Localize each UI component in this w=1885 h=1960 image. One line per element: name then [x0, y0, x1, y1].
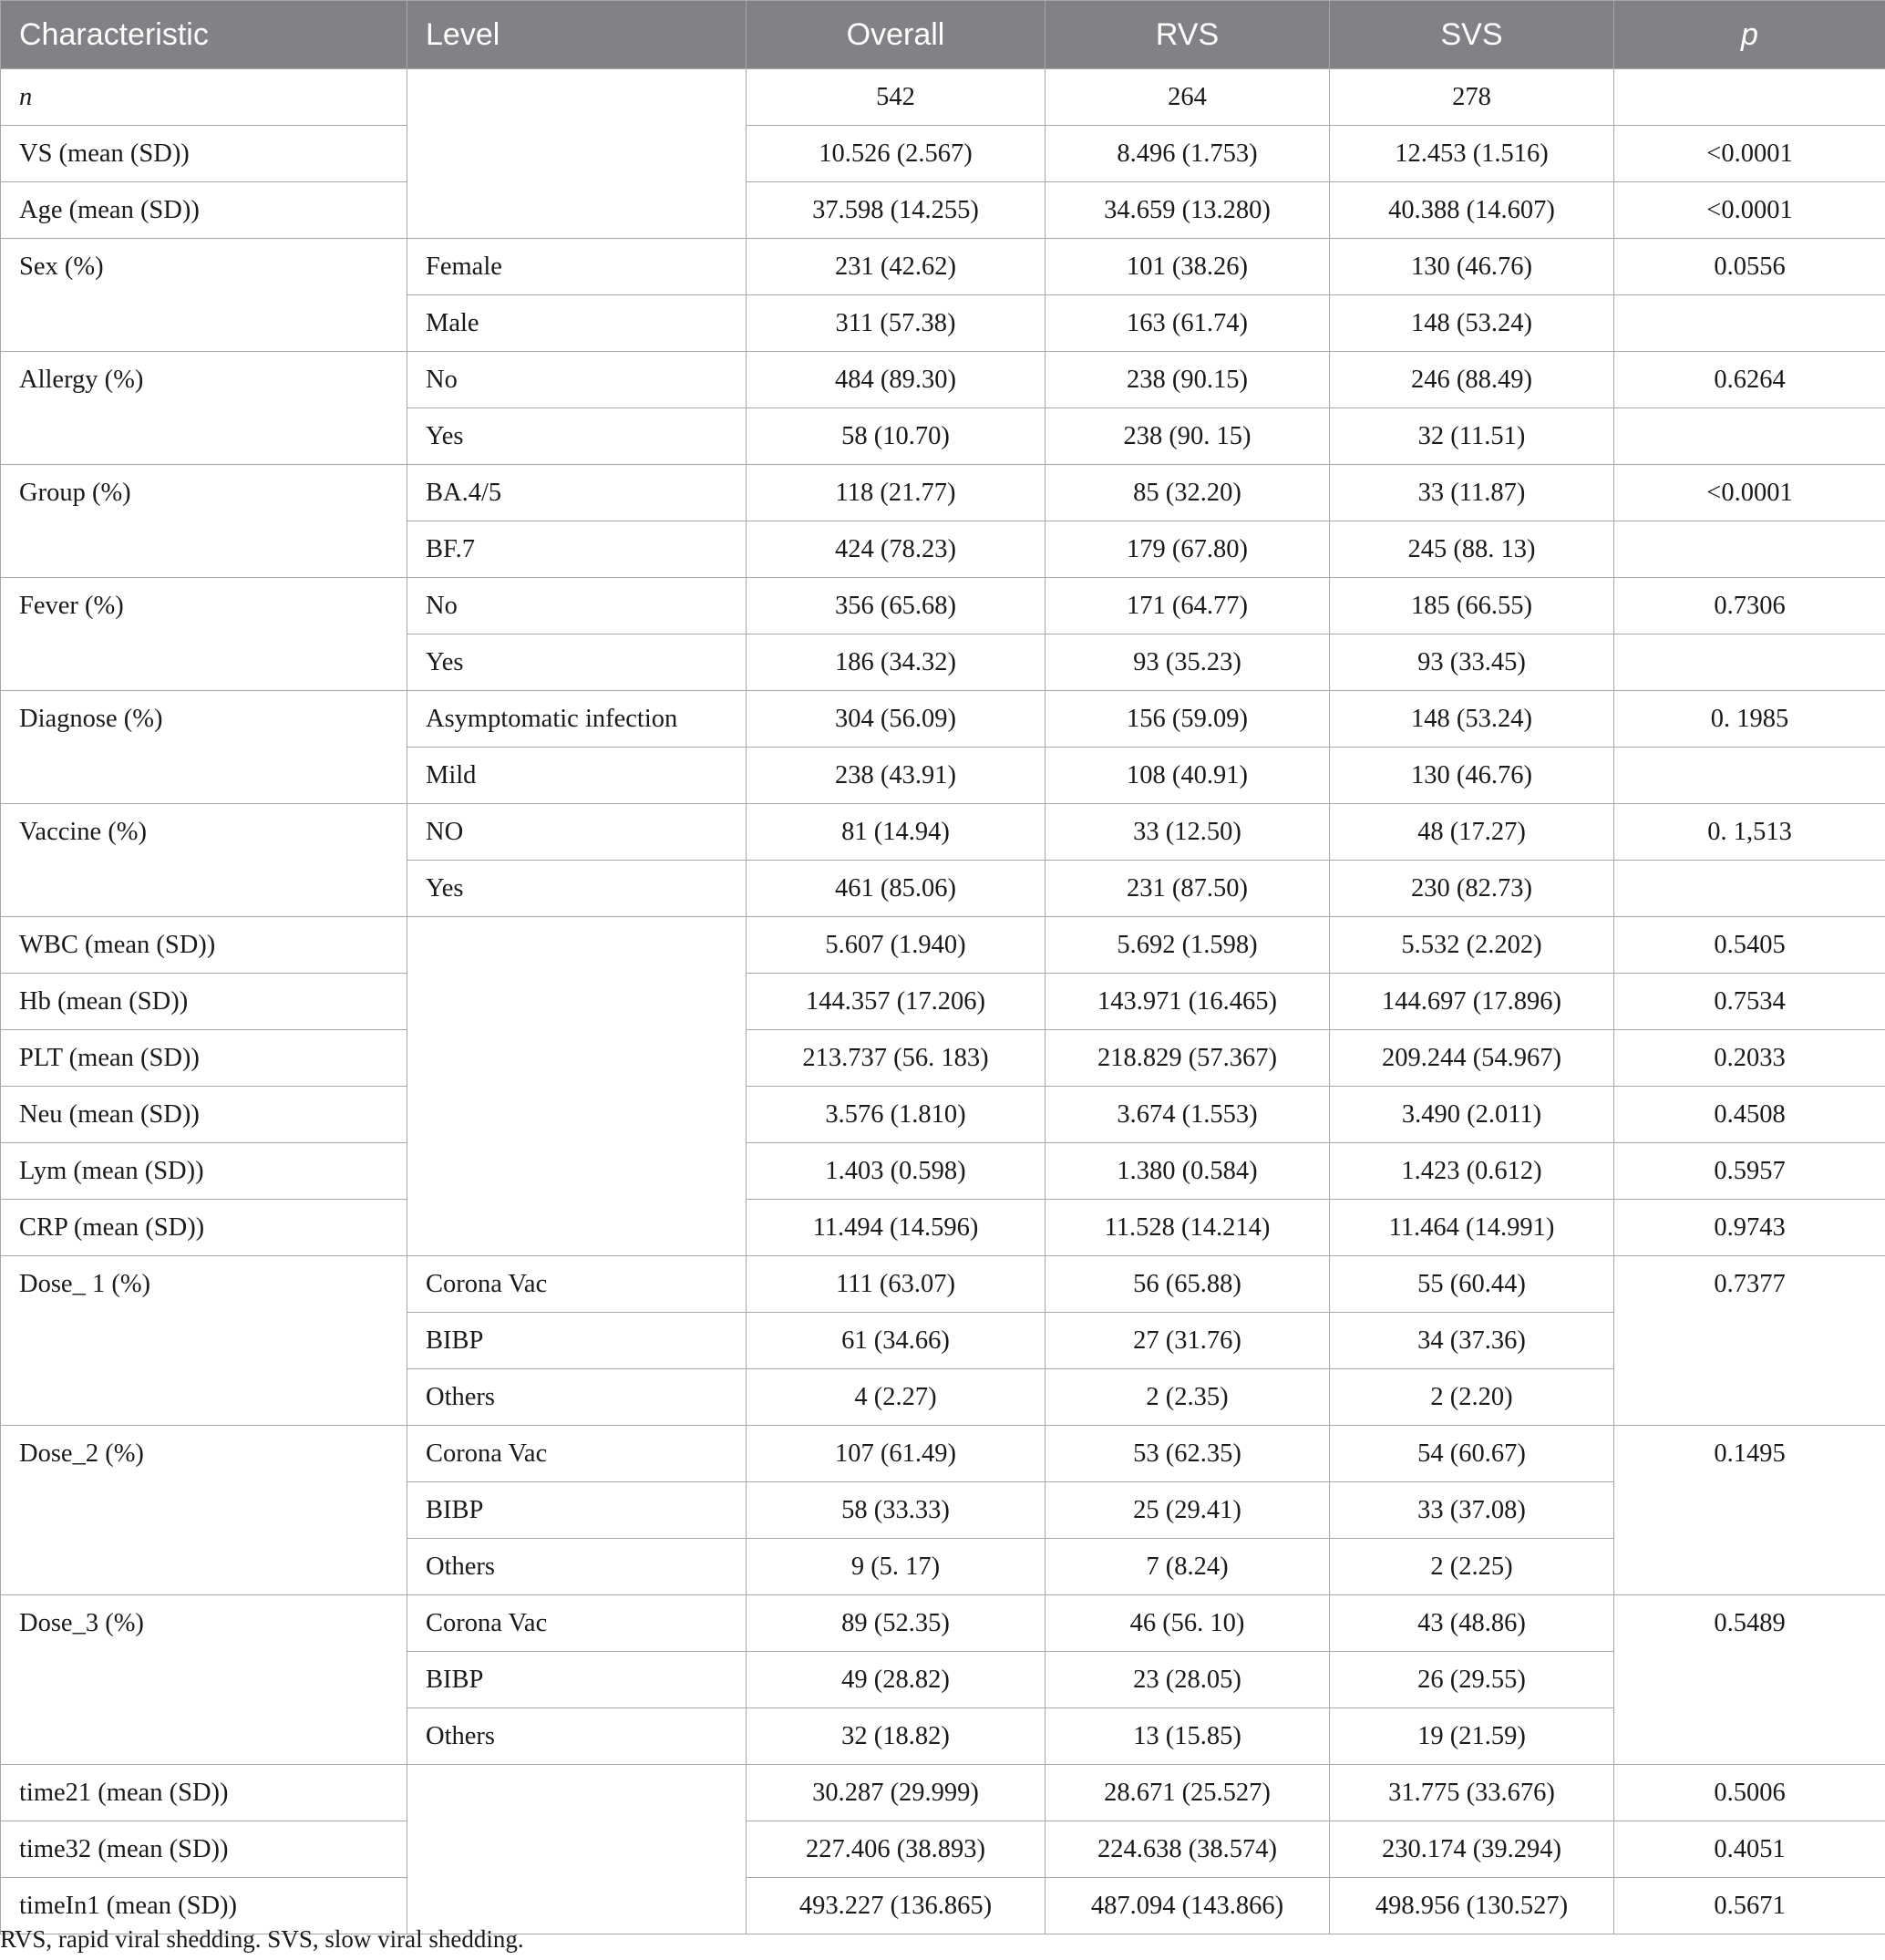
table-header	[1, 1, 1885, 69]
rvs-cell: 33 (12.50)	[1046, 804, 1330, 861]
svs-cell: 148 (53.24)	[1330, 295, 1614, 352]
table-body	[1, 69, 1885, 1934]
svs-cell: 2 (2.20)	[1330, 1369, 1614, 1426]
rvs-cell: 5.692 (1.598)	[1046, 917, 1330, 974]
svs-cell: 3.490 (2.011)	[1330, 1087, 1614, 1143]
table-row	[1, 804, 1885, 861]
table-row	[1, 1087, 1885, 1143]
p-value-cell	[1614, 408, 1885, 465]
characteristic-cell: Group (%)	[1, 465, 407, 578]
overall-cell: 58 (10.70)	[747, 408, 1046, 465]
overall-cell: 118 (21.77)	[747, 465, 1046, 521]
overall-cell: 81 (14.94)	[747, 804, 1046, 861]
p-value-cell: 0.9743	[1614, 1200, 1885, 1256]
rvs-cell: 8.496 (1.753)	[1046, 126, 1330, 182]
rvs-cell: 238 (90. 15)	[1046, 408, 1330, 465]
p-value-cell: 0.6264	[1614, 352, 1885, 408]
characteristic-cell: Neu (mean (SD))	[1, 1087, 407, 1143]
overall-cell: 424 (78.23)	[747, 521, 1046, 578]
header-overall: Overall	[747, 1, 1046, 69]
rvs-cell: 23 (28.05)	[1046, 1652, 1330, 1708]
p-value-cell: 0.7306	[1614, 578, 1885, 634]
p-value-cell: 0. 1985	[1614, 691, 1885, 748]
rvs-cell: 7 (8.24)	[1046, 1539, 1330, 1595]
level-cell: BIBP	[407, 1313, 747, 1369]
level-cell: BA.4/5	[407, 465, 747, 521]
p-value-cell: 0.0556	[1614, 239, 1885, 295]
rvs-cell: 264	[1046, 69, 1330, 126]
p-value-cell	[1614, 521, 1885, 578]
level-cell: Corona Vac	[407, 1595, 747, 1652]
p-value-cell: 0.5957	[1614, 1143, 1885, 1200]
p-value-cell: 0.5405	[1614, 917, 1885, 974]
svs-cell: 246 (88.49)	[1330, 352, 1614, 408]
table-row	[1, 1765, 1885, 1821]
p-value-cell: 0.4051	[1614, 1821, 1885, 1878]
rvs-cell: 163 (61.74)	[1046, 295, 1330, 352]
svs-cell: 185 (66.55)	[1330, 578, 1614, 634]
overall-cell: 9 (5. 17)	[747, 1539, 1046, 1595]
level-cell: No	[407, 578, 747, 634]
svs-cell: 54 (60.67)	[1330, 1426, 1614, 1482]
overall-cell: 484 (89.30)	[747, 352, 1046, 408]
svs-cell: 2 (2.25)	[1330, 1539, 1614, 1595]
overall-cell: 227.406 (38.893)	[747, 1821, 1046, 1878]
overall-cell: 10.526 (2.567)	[747, 126, 1046, 182]
svs-cell: 48 (17.27)	[1330, 804, 1614, 861]
characteristic-cell: WBC (mean (SD))	[1, 917, 407, 974]
table-row	[1, 239, 1885, 295]
overall-cell: 231 (42.62)	[747, 239, 1046, 295]
level-cell: Corona Vac	[407, 1256, 747, 1313]
characteristic-cell: time32 (mean (SD))	[1, 1821, 407, 1878]
rvs-cell: 11.528 (14.214)	[1046, 1200, 1330, 1256]
svs-cell: 230.174 (39.294)	[1330, 1821, 1614, 1878]
level-cell: BIBP	[407, 1482, 747, 1539]
rvs-cell: 171 (64.77)	[1046, 578, 1330, 634]
p-value-cell: 0.2033	[1614, 1030, 1885, 1087]
characteristic-cell: Dose_ 1 (%)	[1, 1256, 407, 1426]
rvs-cell: 56 (65.88)	[1046, 1256, 1330, 1313]
p-value-cell: 0.5006	[1614, 1765, 1885, 1821]
characteristic-cell: PLT (mean (SD))	[1, 1030, 407, 1087]
table-row	[1, 1143, 1885, 1200]
rvs-cell: 101 (38.26)	[1046, 239, 1330, 295]
table-row	[1, 1426, 1885, 1482]
level-cell	[407, 917, 747, 1256]
table-row	[1, 917, 1885, 974]
characteristic-cell: Sex (%)	[1, 239, 407, 352]
table-row	[1, 182, 1885, 239]
overall-cell: 4 (2.27)	[747, 1369, 1046, 1426]
p-value-cell: <0.0001	[1614, 182, 1885, 239]
p-value-cell	[1614, 748, 1885, 804]
overall-cell: 32 (18.82)	[747, 1708, 1046, 1765]
rvs-cell: 85 (32.20)	[1046, 465, 1330, 521]
level-cell: Asymptomatic infection	[407, 691, 747, 748]
p-value-cell: <0.0001	[1614, 465, 1885, 521]
rvs-cell: 13 (15.85)	[1046, 1708, 1330, 1765]
rvs-cell: 108 (40.91)	[1046, 748, 1330, 804]
svs-cell: 33 (37.08)	[1330, 1482, 1614, 1539]
rvs-cell: 179 (67.80)	[1046, 521, 1330, 578]
rvs-cell: 218.829 (57.367)	[1046, 1030, 1330, 1087]
characteristic-cell: n	[1, 69, 407, 126]
rvs-cell: 34.659 (13.280)	[1046, 182, 1330, 239]
table-row	[1, 69, 1885, 126]
characteristic-cell: Dose_3 (%)	[1, 1595, 407, 1765]
svs-cell: 12.453 (1.516)	[1330, 126, 1614, 182]
svs-cell: 144.697 (17.896)	[1330, 974, 1614, 1030]
level-cell: Male	[407, 295, 747, 352]
svs-cell: 5.532 (2.202)	[1330, 917, 1614, 974]
svs-cell: 130 (46.76)	[1330, 748, 1614, 804]
table-row	[1, 1256, 1885, 1313]
level-cell: Others	[407, 1539, 747, 1595]
overall-cell: 311 (57.38)	[747, 295, 1046, 352]
characteristic-cell: Dose_2 (%)	[1, 1426, 407, 1595]
table-row	[1, 974, 1885, 1030]
rvs-cell: 46 (56. 10)	[1046, 1595, 1330, 1652]
level-cell: Others	[407, 1708, 747, 1765]
overall-cell: 89 (52.35)	[747, 1595, 1046, 1652]
p-value-cell: 0.5671	[1614, 1878, 1885, 1934]
level-cell: Others	[407, 1369, 747, 1426]
table-row	[1, 691, 1885, 748]
characteristic-cell: Fever (%)	[1, 578, 407, 691]
table-row	[1, 1200, 1885, 1256]
svs-cell: 34 (37.36)	[1330, 1313, 1614, 1369]
rvs-cell: 231 (87.50)	[1046, 861, 1330, 917]
overall-cell: 493.227 (136.865)	[747, 1878, 1046, 1934]
overall-cell: 30.287 (29.999)	[747, 1765, 1046, 1821]
p-value-cell: 0. 1,513	[1614, 804, 1885, 861]
svs-cell: 55 (60.44)	[1330, 1256, 1614, 1313]
table-row	[1, 1821, 1885, 1878]
svs-cell: 32 (11.51)	[1330, 408, 1614, 465]
svs-cell: 209.244 (54.967)	[1330, 1030, 1614, 1087]
p-value-cell	[1614, 634, 1885, 691]
characteristic-cell: Age (mean (SD))	[1, 182, 407, 239]
rvs-cell: 487.094 (143.866)	[1046, 1878, 1330, 1934]
p-value-cell	[1614, 69, 1885, 126]
table-row	[1, 1595, 1885, 1652]
level-cell: Yes	[407, 408, 747, 465]
rvs-cell: 143.971 (16.465)	[1046, 974, 1330, 1030]
level-cell: Mild	[407, 748, 747, 804]
characteristic-cell: time21 (mean (SD))	[1, 1765, 407, 1821]
p-value-cell: 0.4508	[1614, 1087, 1885, 1143]
level-cell	[407, 69, 747, 239]
overall-cell: 37.598 (14.255)	[747, 182, 1046, 239]
header-p-value: p	[1614, 1, 1885, 69]
characteristic-cell: CRP (mean (SD))	[1, 1200, 407, 1256]
characteristic-cell: VS (mean (SD))	[1, 126, 407, 182]
svs-cell: 148 (53.24)	[1330, 691, 1614, 748]
overall-cell: 49 (28.82)	[747, 1652, 1046, 1708]
level-cell: No	[407, 352, 747, 408]
svs-cell: 11.464 (14.991)	[1330, 1200, 1614, 1256]
level-cell: Corona Vac	[407, 1426, 747, 1482]
svs-cell: 93 (33.45)	[1330, 634, 1614, 691]
overall-cell: 61 (34.66)	[747, 1313, 1046, 1369]
characteristic-cell: Lym (mean (SD))	[1, 1143, 407, 1200]
level-cell: BIBP	[407, 1652, 747, 1708]
overall-cell: 461 (85.06)	[747, 861, 1046, 917]
table-row	[1, 578, 1885, 634]
p-value-cell: <0.0001	[1614, 126, 1885, 182]
svs-cell: 498.956 (130.527)	[1330, 1878, 1614, 1934]
svs-cell: 278	[1330, 69, 1614, 126]
rvs-cell: 27 (31.76)	[1046, 1313, 1330, 1369]
overall-cell: 107 (61.49)	[747, 1426, 1046, 1482]
table-row	[1, 1030, 1885, 1087]
level-cell: NO	[407, 804, 747, 861]
rvs-cell: 2 (2.35)	[1046, 1369, 1330, 1426]
header-level: Level	[407, 1, 747, 69]
overall-cell: 186 (34.32)	[747, 634, 1046, 691]
characteristic-cell: Allergy (%)	[1, 352, 407, 465]
svs-cell: 19 (21.59)	[1330, 1708, 1614, 1765]
svs-cell: 33 (11.87)	[1330, 465, 1614, 521]
p-value-cell	[1614, 295, 1885, 352]
rvs-cell: 224.638 (38.574)	[1046, 1821, 1330, 1878]
rvs-cell: 156 (59.09)	[1046, 691, 1330, 748]
svs-cell: 43 (48.86)	[1330, 1595, 1614, 1652]
p-value-cell: 0.7534	[1614, 974, 1885, 1030]
overall-cell: 213.737 (56. 183)	[747, 1030, 1046, 1087]
svs-cell: 130 (46.76)	[1330, 239, 1614, 295]
overall-cell: 3.576 (1.810)	[747, 1087, 1046, 1143]
level-cell: Yes	[407, 634, 747, 691]
rvs-cell: 28.671 (25.527)	[1046, 1765, 1330, 1821]
svs-cell: 245 (88. 13)	[1330, 521, 1614, 578]
level-cell	[407, 1765, 747, 1934]
p-value-cell: 0.1495	[1614, 1426, 1885, 1595]
rvs-cell: 238 (90.15)	[1046, 352, 1330, 408]
p-value-cell	[1614, 861, 1885, 917]
overall-cell: 542	[747, 69, 1046, 126]
level-cell: Yes	[407, 861, 747, 917]
table-row	[1, 126, 1885, 182]
rvs-cell: 3.674 (1.553)	[1046, 1087, 1330, 1143]
header-svs: SVS	[1330, 1, 1614, 69]
overall-cell: 144.357 (17.206)	[747, 974, 1046, 1030]
table-row	[1, 465, 1885, 521]
p-value-cell: 0.5489	[1614, 1595, 1885, 1765]
header-row	[1, 1, 1885, 69]
svs-cell: 31.775 (33.676)	[1330, 1765, 1614, 1821]
rvs-cell: 93 (35.23)	[1046, 634, 1330, 691]
svs-cell: 1.423 (0.612)	[1330, 1143, 1614, 1200]
overall-cell: 238 (43.91)	[747, 748, 1046, 804]
table-row	[1, 352, 1885, 408]
rvs-cell: 53 (62.35)	[1046, 1426, 1330, 1482]
overall-cell: 11.494 (14.596)	[747, 1200, 1046, 1256]
characteristic-cell: Vaccine (%)	[1, 804, 407, 917]
rvs-cell: 25 (29.41)	[1046, 1482, 1330, 1539]
overall-cell: 356 (65.68)	[747, 578, 1046, 634]
svs-cell: 230 (82.73)	[1330, 861, 1614, 917]
header-characteristic: Characteristic	[1, 1, 407, 69]
overall-cell: 58 (33.33)	[747, 1482, 1046, 1539]
characteristic-cell: Diagnose (%)	[1, 691, 407, 804]
svs-cell: 26 (29.55)	[1330, 1652, 1614, 1708]
p-value-cell: 0.7377	[1614, 1256, 1885, 1426]
overall-cell: 111 (63.07)	[747, 1256, 1046, 1313]
table-footnote: RVS, rapid viral shedding. SVS, slow viral shedding.	[0, 1925, 524, 1953]
characteristic-cell: Hb (mean (SD))	[1, 974, 407, 1030]
rvs-cell: 1.380 (0.584)	[1046, 1143, 1330, 1200]
overall-cell: 1.403 (0.598)	[747, 1143, 1046, 1200]
overall-cell: 5.607 (1.940)	[747, 917, 1046, 974]
header-rvs: RVS	[1046, 1, 1330, 69]
svs-cell: 40.388 (14.607)	[1330, 182, 1614, 239]
level-cell: Female	[407, 239, 747, 295]
characteristic-cell: timeIn1 (mean (SD))	[1, 1878, 407, 1934]
overall-cell: 304 (56.09)	[747, 691, 1046, 748]
level-cell: BF.7	[407, 521, 747, 578]
